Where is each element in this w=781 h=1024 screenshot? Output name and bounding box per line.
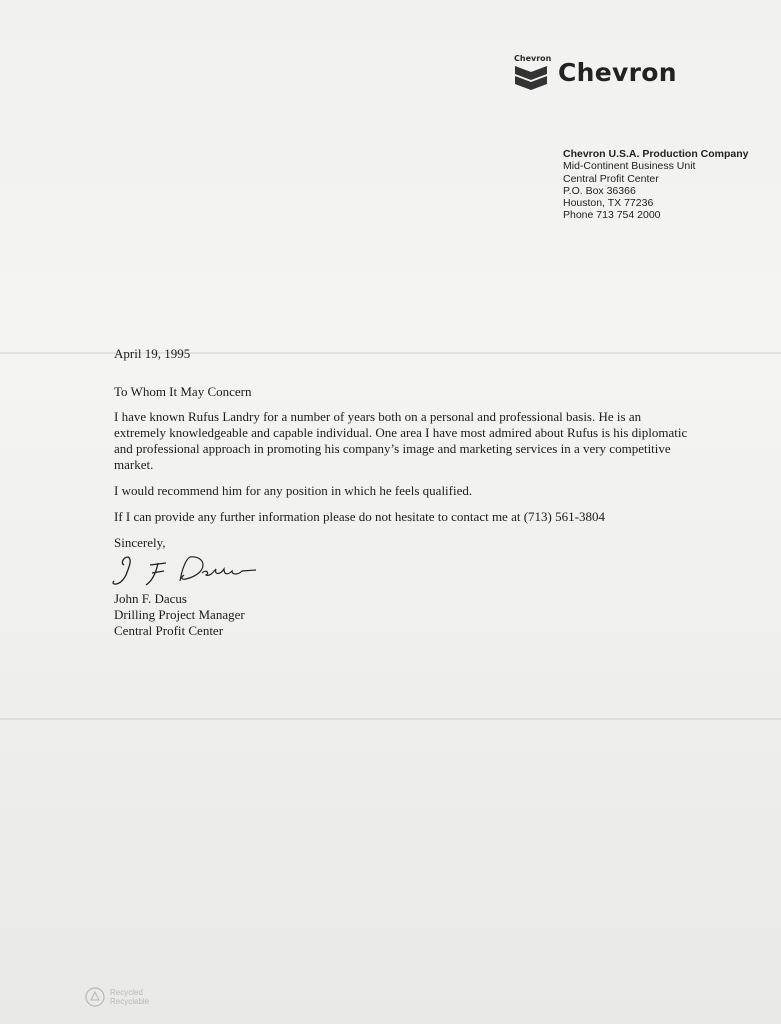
signature-block xyxy=(114,591,694,639)
body-paragraph: I have known Rufus Landry for a number of years both on a personal and professional basis. He is an extremely knowledgeable and capable individual. One area I have most admired about Rufus is his diplomatic and professional approach in promoting his company’s image and marketing services in a very competitive market. xyxy=(114,409,688,472)
recycle-line: Recycled xyxy=(110,988,143,997)
letter-date: April 19, 1995 xyxy=(114,346,191,361)
salutation: To Whom It May Concern xyxy=(114,384,252,399)
signer-title: Drilling Project Manager xyxy=(114,607,245,622)
closing: Sincerely, xyxy=(114,535,166,550)
chevron-logo xyxy=(512,54,677,94)
address-line: P.O. Box 36366 xyxy=(563,184,636,197)
address-line: Mid-Continent Business Unit xyxy=(563,160,696,173)
address-line: Phone 713 754 2000 xyxy=(563,209,661,222)
address-line: Central Profit Center xyxy=(563,172,659,185)
signer-name: John F. Dacus xyxy=(114,591,187,606)
address-line: Houston, TX 77236 xyxy=(563,197,654,210)
paper-fold-line xyxy=(0,718,781,720)
body-paragraph: I would recommend him for any position in which he feels qualified. xyxy=(114,483,473,498)
body-paragraph: If I can provide any further information please do not hesitate to contact me at (713) 561-3804 xyxy=(114,509,605,524)
recycled-paper-mark xyxy=(84,986,174,1010)
logo-small-text: Chevron xyxy=(514,54,552,63)
letterhead-address xyxy=(563,148,773,222)
chevron-emblem-icon xyxy=(514,64,548,90)
recycle-text xyxy=(110,988,149,1006)
company-name: Chevron U.S.A. Production Company xyxy=(563,148,749,160)
handwritten-signature xyxy=(106,551,286,587)
letter-body xyxy=(114,346,694,639)
logo-wordmark: Chevron xyxy=(558,58,677,87)
signer-department: Central Profit Center xyxy=(114,623,224,638)
recycle-icon xyxy=(84,986,106,1008)
recycle-line: Recyclable xyxy=(110,997,150,1006)
